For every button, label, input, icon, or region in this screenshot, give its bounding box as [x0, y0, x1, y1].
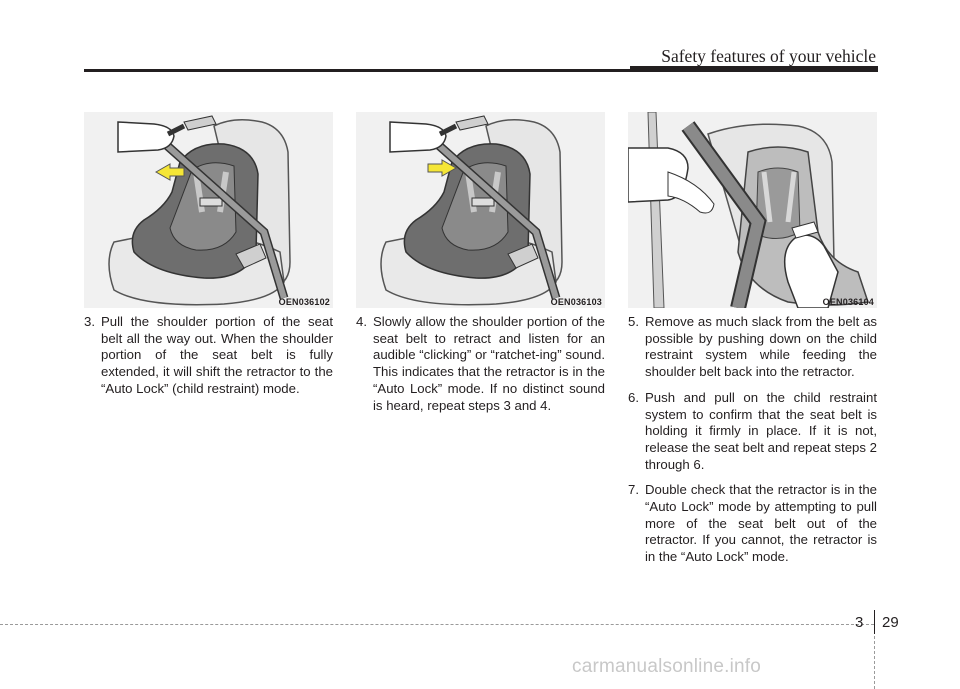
step-text: Pull the shoulder portion of the seat belt all the way out. When the shoulder portion of the seat belt is fully extended, it will shift the retractor to the “Auto Lock” (child restraint) mode.	[101, 314, 333, 396]
step-6	[628, 390, 877, 474]
step-number: 7.	[628, 482, 639, 498]
step-number: 5.	[628, 314, 639, 329]
step-number: 3.	[84, 314, 95, 329]
figure-code: OEN036102	[278, 297, 330, 307]
step-text: Slowly allow the shoulder portion of the seat belt to retract and listen for an audible “clicking” or “ratchet-ing” sound. This indicates that the retractor is in the “Auto Lock” mode. If no distinct sound is heard, repeat steps 3 and 4.	[373, 314, 605, 413]
step-text: Double check that the retractor is in the “Auto Lock” mode by attempting to pull more of the seat belt out of the retractor. If you cannot, the retractor is in the “Auto Lock” mode.	[645, 482, 877, 565]
instructions-column-1	[84, 314, 333, 407]
child-seat-illustration	[84, 112, 333, 308]
step-4	[356, 314, 605, 414]
footer-vertical-dash	[874, 636, 875, 689]
step-number: 4.	[356, 314, 367, 329]
figure-pull-belt	[84, 112, 333, 308]
chapter-number: 3	[855, 614, 864, 631]
child-seat-push-illustration	[628, 112, 877, 308]
page-number: 29	[882, 614, 899, 631]
instructions-column-3	[628, 314, 877, 575]
watermark: carmanualsonline.info	[572, 656, 762, 677]
figure-retract-belt	[356, 112, 605, 308]
child-seat-illustration	[356, 112, 605, 308]
figure-push-seat	[628, 112, 877, 308]
header-rule-tab	[630, 66, 878, 72]
step-7	[628, 482, 877, 566]
instructions-column-2	[356, 314, 605, 423]
footer-dashed-rule	[0, 624, 874, 625]
figure-code: OEN036103	[550, 297, 602, 307]
step-3	[84, 314, 333, 398]
step-5	[628, 314, 877, 381]
step-text: Push and pull on the child restraint system to confirm that the seat belt is holding it firmly in place. If it is not, release the seat belt and repeat steps 2 through 6.	[645, 389, 877, 472]
section-title: Safety features of your vehicle	[661, 46, 876, 66]
step-text: Remove as much slack from the belt as possible by pushing down on the child restraint system while feeding the shoulder belt back into the retractor.	[645, 314, 877, 380]
page-number-divider	[874, 610, 875, 634]
figure-code: OEN036104	[822, 297, 874, 307]
step-number: 6.	[628, 389, 639, 405]
